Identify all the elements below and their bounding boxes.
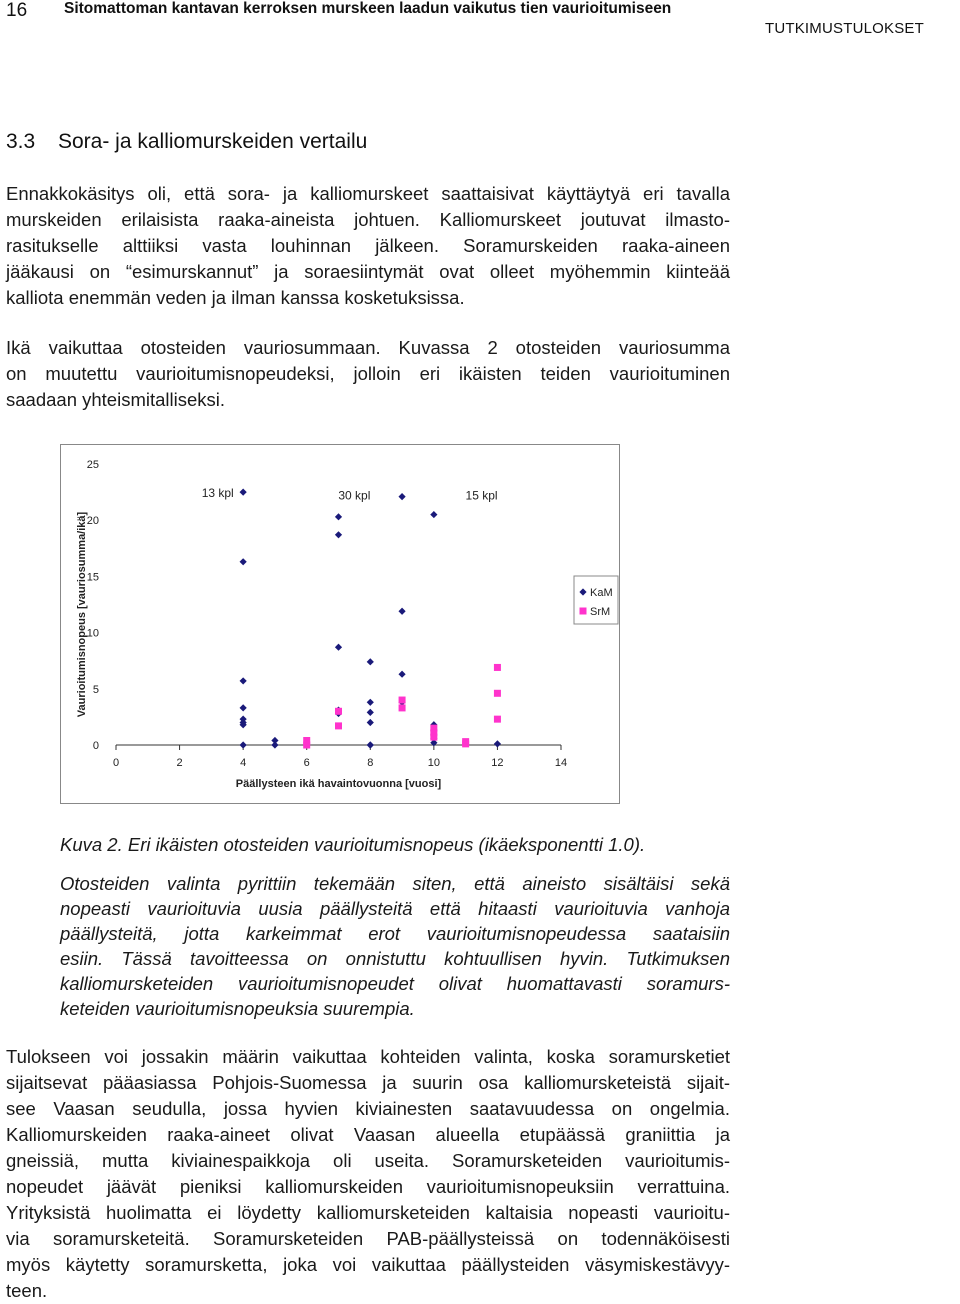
- x-tick-label: 14: [554, 757, 568, 769]
- caption-line: Otosteiden valinta pyrittiin tekemään siten, että aineisto sisältäisi sekä: [60, 873, 730, 894]
- x-tick-label: 0: [112, 757, 120, 769]
- paragraph-line: Ennakkokäsitys oli, että sora- ja kalliomurskeet saattaisivat käyttäytyä eri tavalla: [6, 183, 730, 204]
- paragraph-line: on muutettu vaurioitumisnopeudeksi, jolloin eri ikäisten teiden vaurioituminen: [6, 363, 730, 384]
- paragraph-line: rasitukselle alttiiksi vasta louhinnan jälkeen. Soramurskeiden raaka-aineen: [6, 235, 730, 256]
- data-point-kam: [335, 644, 342, 651]
- running-subtitle: TUTKIMUSTULOKSET: [764, 20, 924, 37]
- running-title: Sitomattoman kantavan kerroksen murskeen laadun vaikutus tien vaurioitumiseen: [64, 0, 672, 17]
- data-point-kam: [398, 608, 405, 615]
- x-tick-label: 2: [176, 757, 183, 769]
- legend-label: SrM: [590, 606, 611, 618]
- section-number: 3.3: [6, 130, 36, 153]
- data-point-kam: [367, 709, 374, 716]
- chart-annotation: 13 kpl: [201, 486, 234, 501]
- paragraph-line: myös käytetty soramursketta, joka voi vaikuttaa päällysteiden väsymiskestävyy-: [6, 1254, 730, 1275]
- data-point-srm: [335, 722, 342, 729]
- data-point-kam: [240, 677, 247, 684]
- caption-body: [60, 871, 730, 1021]
- page-number: 16: [6, 0, 28, 21]
- data-point-kam: [367, 658, 374, 665]
- y-tick-label: 5: [92, 683, 99, 696]
- x-tick-label: 8: [367, 757, 374, 769]
- data-point-kam: [398, 493, 405, 500]
- data-point-srm: [494, 716, 501, 723]
- paragraph-line: Kalliomurskeiden raaka-aineet olivat Vaasan alueella etupäässä graniittia ja: [6, 1124, 730, 1145]
- data-point-srm: [494, 664, 501, 671]
- data-point-kam: [335, 513, 342, 520]
- x-tick-label: 12: [491, 757, 504, 769]
- figure-chart: [60, 444, 620, 804]
- paragraph-line: kalliota enemmän veden ja ilman kanssa kosketuksissa.: [6, 287, 465, 308]
- caption-line: keteiden vaurioitumisnopeuksia suurempia.: [60, 998, 415, 1019]
- data-point-kam: [271, 741, 278, 748]
- y-tick-label: 0: [92, 740, 99, 752]
- paragraph-line: gneissiä, mutta kiviainespaikkoja oli useita. Soramursketeiden vaurioitumis-: [6, 1150, 730, 1171]
- data-point-kam: [240, 558, 247, 565]
- paragraph-line: via soramursketeitä. Soramursketeiden PAB-päällysteissä on todennäköisesti: [6, 1228, 730, 1249]
- data-point-srm: [335, 708, 342, 715]
- section-heading: [6, 130, 367, 154]
- paragraph-line: Tulokseen voi jossakin määrin vaikuttaa kohteiden valinta, koska soramursketiet: [6, 1046, 730, 1067]
- paragraph-intro: [6, 181, 730, 311]
- y-tick-label: 10: [86, 627, 99, 640]
- y-axis-label: Vaurioitumisnopeus [vauriosumma/ikä]: [76, 511, 88, 718]
- paragraph-line: jääkausi on “esimurskannut” ja soraesiintymät ovat olleet myöhemmin kiinteää: [6, 261, 730, 282]
- scatter-chart: [61, 445, 621, 805]
- paragraph-line: Yrityksistä huolimatta ei löydetty kalliomursketeiden kaltaisia nopeasti vaurioitu-: [6, 1202, 730, 1223]
- caption-line: nopeasti vaurioituvia uusia päällysteitä että hitaasti vaurioituvia vanhoja: [60, 898, 730, 919]
- data-point-kam: [240, 741, 247, 748]
- caption-line: päällysteitä, jotta karkeimmat erot vaurioitumisnopeudessa saataisiin: [60, 923, 730, 944]
- section-title: Sora- ja kalliomurskeiden vertailu: [58, 130, 368, 153]
- data-point-srm: [399, 704, 406, 711]
- data-point-kam: [367, 741, 374, 748]
- chart-annotation: 15 kpl: [465, 488, 498, 503]
- paragraph-line: saadaan yhteismitalliseksi.: [6, 389, 226, 410]
- data-point-srm: [399, 697, 406, 704]
- data-point-srm: [303, 742, 310, 749]
- data-point-kam: [240, 704, 247, 711]
- legend-marker-srm: [580, 608, 587, 615]
- data-point-srm: [462, 740, 469, 747]
- legend-label: KaM: [590, 587, 613, 599]
- paragraph-line: murskeiden erilaisista raaka-aineista johtuen. Kalliomurskeet joutuvat ilmasto-: [6, 209, 730, 230]
- y-tick-label: 25: [86, 459, 99, 471]
- data-point-kam: [335, 531, 342, 538]
- paragraph-line: nopeudet jäävät pieniksi kalliomurskeiden vaurioitumisnopeuksiin verrattuina.: [6, 1176, 730, 1197]
- figure-caption: [60, 832, 730, 1021]
- x-tick-label: 4: [240, 757, 247, 769]
- data-point-kam: [398, 671, 405, 678]
- y-tick-label: 20: [86, 515, 99, 528]
- data-point-srm: [430, 734, 437, 741]
- data-point-kam: [367, 699, 374, 706]
- chart-annotation: 30 kpl: [338, 488, 371, 503]
- paragraph-line: Ikä vaikuttaa otosteiden vauriosummaan. Kuvassa 2 otosteiden vauriosumma: [6, 337, 730, 358]
- x-axis-label: Päällysteen ikä havaintovuonna [vuosi]: [235, 778, 442, 790]
- paragraph-discussion: [6, 1044, 730, 1304]
- paragraph-line: teen.: [6, 1280, 48, 1301]
- caption-line: kalliomursketeiden vaurioitumisnopeudet olivat huomattavasti soramurs-: [60, 973, 730, 994]
- y-tick-label: 15: [86, 571, 99, 584]
- paragraph-line: sijaitsevat pääasiassa Pohjois-Suomessa ja suurin osa kalliomursketeistä sijait-: [6, 1072, 730, 1093]
- caption-title: Kuva 2. Eri ikäisten otosteiden vaurioitumisnopeus (ikäeksponentti 1.0).: [60, 834, 646, 855]
- data-point-kam: [430, 511, 437, 518]
- data-point-kam: [240, 489, 247, 496]
- caption-line: esiin. Tässä tavoitteessa on onnistuttu kohtuullisen hyvin. Tutkimuksen: [60, 948, 730, 969]
- paragraph-line: see Vaasan seudulla, jossa hyvien kiviainesten saatavuudessa on ongelmia.: [6, 1098, 730, 1119]
- paragraph-age-effect: [6, 335, 730, 413]
- data-point-srm: [494, 690, 501, 697]
- data-point-kam: [367, 719, 374, 726]
- x-tick-label: 6: [303, 757, 310, 769]
- x-tick-label: 10: [427, 757, 440, 769]
- data-point-kam: [494, 740, 501, 747]
